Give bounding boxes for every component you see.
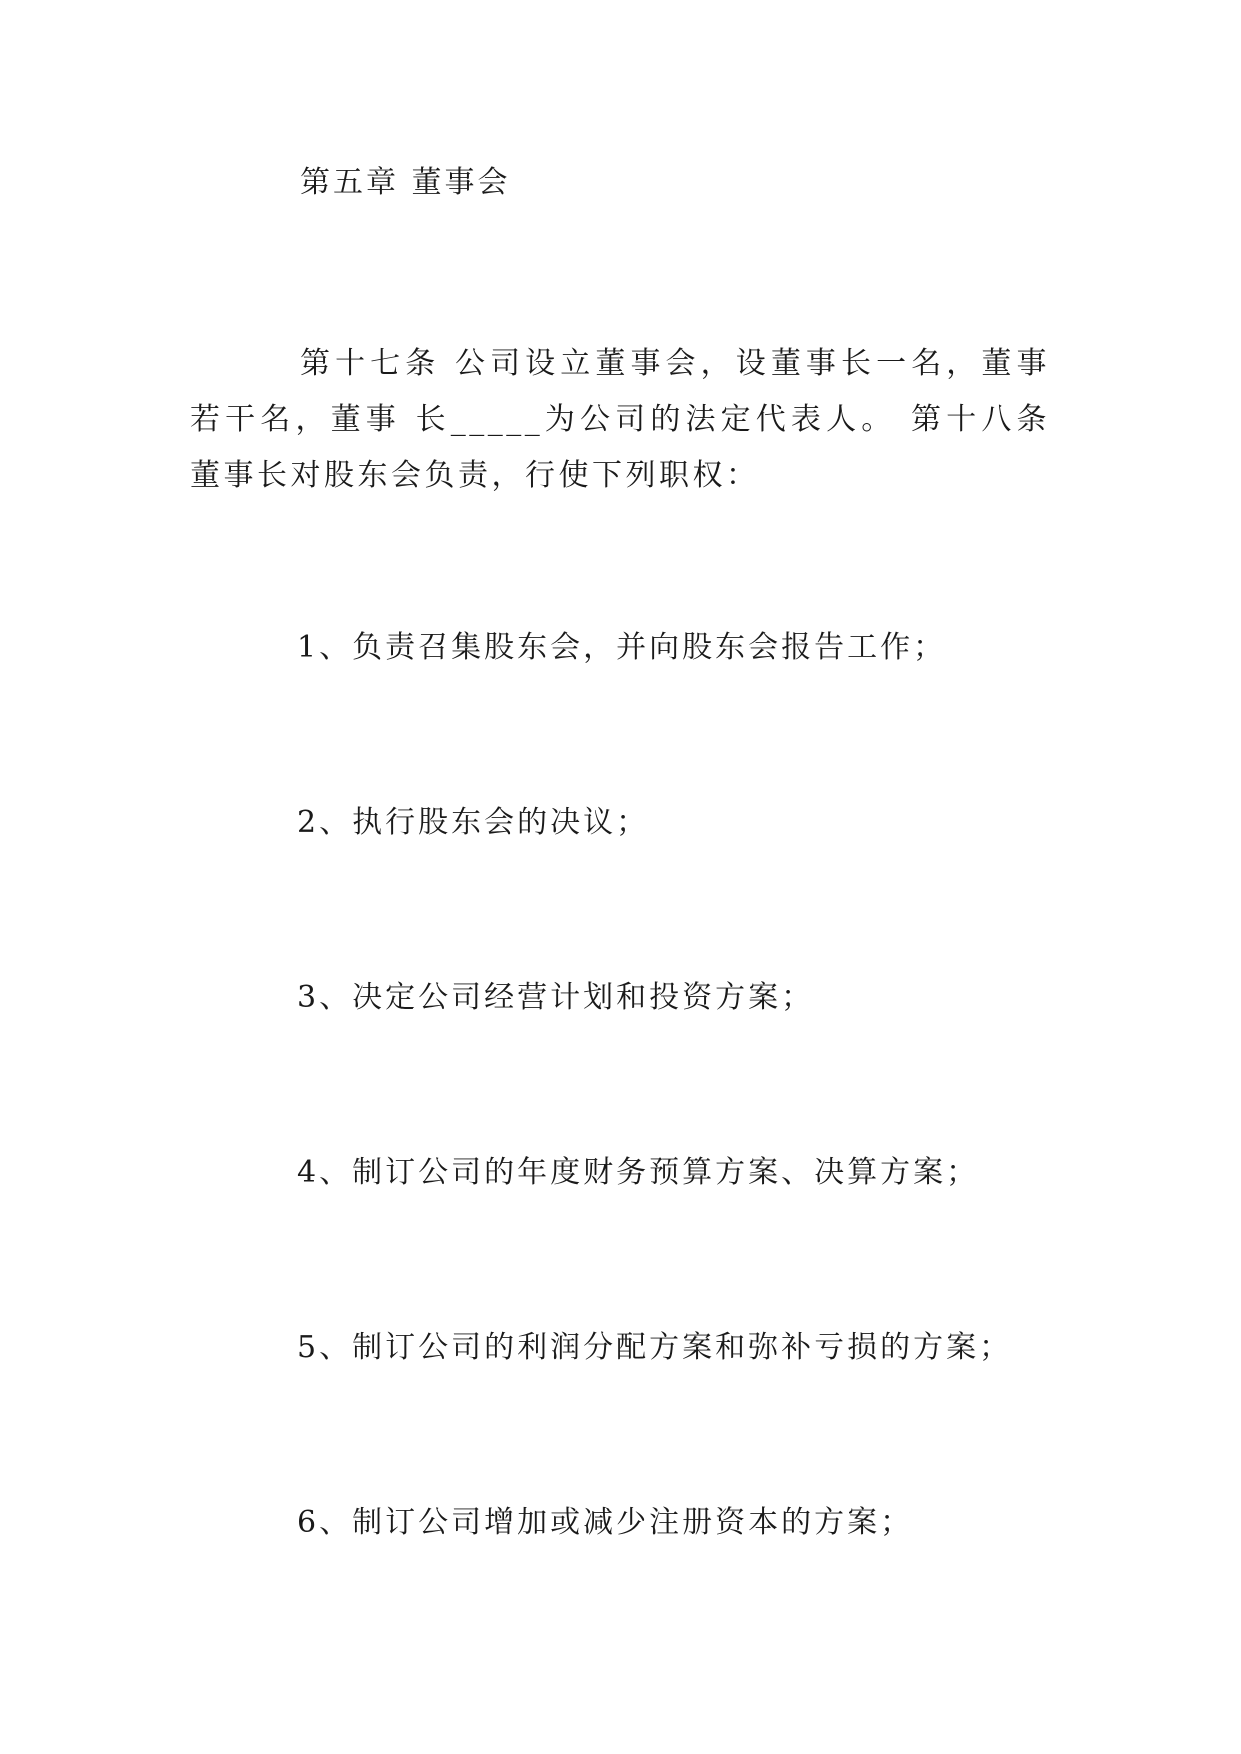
list-item: 5、制订公司的利润分配方案和弥补亏损的方案；	[297, 1330, 1013, 1365]
article-paragraph: 第十七条 公司设立董事会，设董事长一名，董事若干名，董事 长_____为公司的法定代表人。 第十八条 董事长对股东会负责，行使下列职权：	[190, 346, 1050, 493]
list-item: 3、决定公司经营计划和投资方案；	[297, 980, 815, 1015]
chapter-title: 第五章 董事会	[300, 165, 511, 200]
list-item: 6、制订公司增加或减少注册资本的方案；	[297, 1505, 914, 1540]
list-item: 1、负责召集股东会，并向股东会报告工作；	[297, 630, 947, 665]
list-item: 2、执行股东会的决议；	[297, 805, 650, 840]
list-item: 4、制订公司的年度财务预算方案、决算方案；	[297, 1155, 980, 1190]
